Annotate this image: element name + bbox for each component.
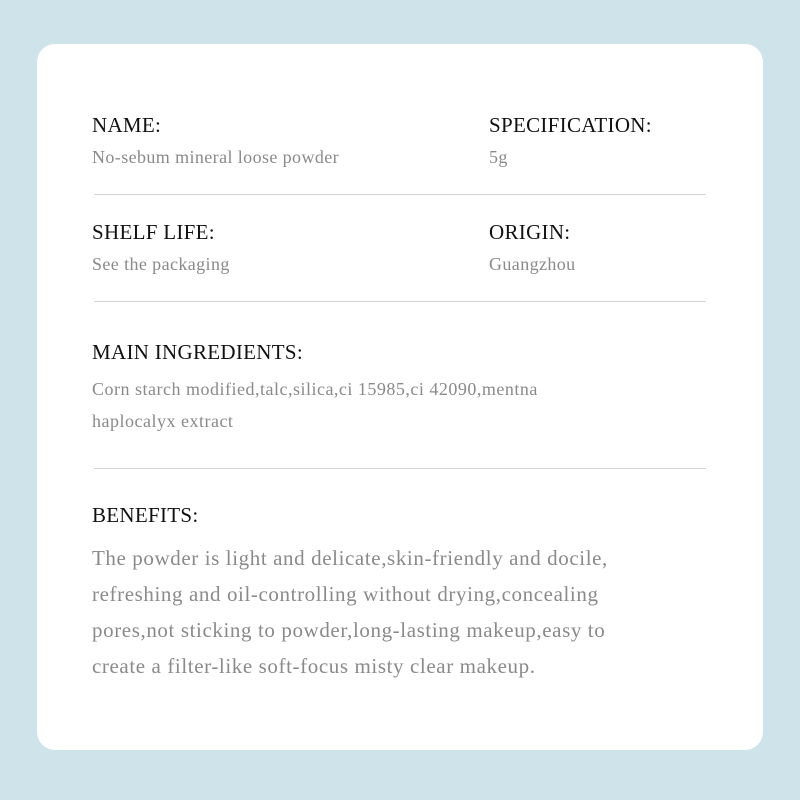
benefits-line: The powder is light and delicate,skin-friendly and docile,	[92, 546, 608, 570]
benefits-text	[92, 540, 752, 684]
origin-heading: ORIGIN:	[489, 220, 571, 244]
name-section	[92, 112, 339, 170]
ingredients-heading: MAIN INGREDIENTS:	[92, 340, 303, 364]
divider	[94, 301, 706, 302]
product-info-card	[37, 44, 763, 750]
shelf-life-section	[92, 219, 230, 277]
benefits-section	[92, 502, 752, 684]
ingredients-line: haplocalyx extract	[92, 411, 234, 431]
origin-section	[489, 219, 576, 277]
shelf-life-value: See the packaging	[92, 254, 230, 274]
benefits-heading: BENEFITS:	[92, 503, 199, 527]
divider	[94, 468, 706, 469]
specification-value: 5g	[489, 147, 508, 167]
ingredients-section	[92, 339, 722, 437]
benefits-line: refreshing and oil-controlling without drying,concealing	[92, 582, 599, 606]
shelf-life-heading: SHELF LIFE:	[92, 220, 215, 244]
origin-value: Guangzhou	[489, 254, 576, 274]
benefits-line: create a filter-like soft-focus misty clear makeup.	[92, 654, 536, 678]
name-heading: NAME:	[92, 113, 162, 137]
specification-heading: SPECIFICATION:	[489, 113, 652, 137]
ingredients-text	[92, 373, 722, 437]
divider	[94, 194, 706, 195]
benefits-line: pores,not sticking to powder,long-lasting makeup,easy to	[92, 618, 606, 642]
specification-section	[489, 112, 652, 170]
ingredients-line: Corn starch modified,talc,silica,ci 15985,ci 42090,mentna	[92, 379, 538, 399]
name-value: No-sebum mineral loose powder	[92, 147, 340, 167]
